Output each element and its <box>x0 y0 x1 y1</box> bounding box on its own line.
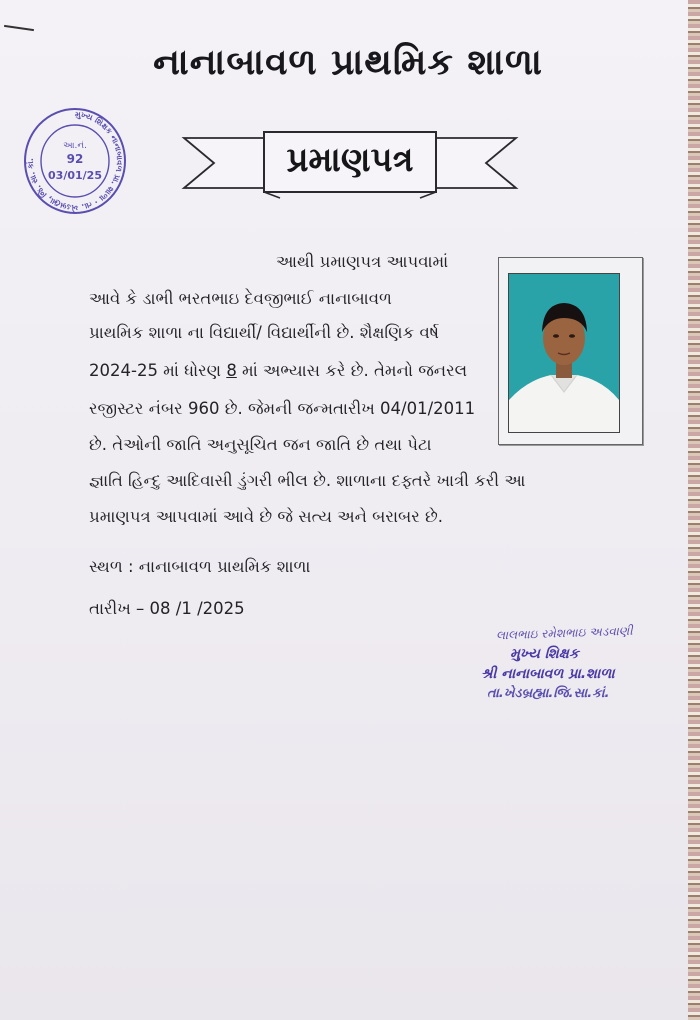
signature-taluka: તા.ખેડબ્રહ્મા.જિ.સા.કાં. <box>487 686 610 701</box>
body-line-5: રજીસ્ટર નંબર 960 છે. જેમની જન્મતારીખ 04/01/2011 <box>89 399 476 418</box>
certificate-title: પ્રમાણપત્ર <box>286 140 414 180</box>
date-line: તારીખ – 08 /1 /2025 <box>89 599 245 618</box>
body-line-4-end: માં અભ્યાસ કરે છે. તેમનો જનરલ <box>236 361 468 380</box>
stamp-label: આ.નં. <box>63 141 87 151</box>
signature-scrawl: લાલભાઇ રમેશભાઇ અડવાણી <box>495 623 633 643</box>
stamp-date: 03/01/25 <box>48 169 102 182</box>
body-line-3: પ્રાથમિક શાળા ના વિદ્યાર્થી/ વિદ્યાર્થીની છે. શૈક્ષણિક વર્ષ <box>89 323 439 342</box>
page-edge <box>688 0 700 1020</box>
place-line: સ્થળ : નાનાબાવળ પ્રાથમિક શાળા <box>89 557 311 576</box>
body-line-2: આવે કે ડાભી ભરતભાઇ દેવજીભાઈ નાનાબાવળ <box>89 289 392 308</box>
school-seal-stamp <box>22 103 128 221</box>
body-line-6: છે. તેઓની જાતિ અનુસૂચિત જન જાતિ છે તથા પેટા <box>89 435 432 454</box>
body-line-8: પ્રમાણપત્ર આપવામાં આવે છે જે સત્ય અને બરાબર છે. <box>89 507 444 526</box>
student-photo <box>508 273 620 433</box>
grade-value: 8 <box>226 361 237 380</box>
body-line-1: આથી પ્રમાણપત્ર આપવામાં <box>276 252 449 271</box>
body-line-4-start: 2024-25 માં ધોરણ <box>89 361 227 380</box>
stamp-number: 92 <box>66 152 84 166</box>
school-name-heading: નાનાબાવળ પ્રાથમિક શાળા <box>153 42 543 83</box>
body-line-4 <box>89 361 467 381</box>
body-line-7: જ્ઞાતિ હિન્દુ આદિવાસી ડુંગરી ભીલ છે. શાળાના દફ્તરે ખાત્રી કરી આ <box>89 471 526 490</box>
signature-title: મુખ્ય શિક્ષક <box>510 646 579 662</box>
student-photo-frame <box>498 257 643 445</box>
stamp-ring-text: મુખ્ય શિક્ષક નાનાબાવળ પ્રા. શાળા · તા. ખેડબ્રહ્મા, જિ. સા. કાં. <box>25 109 125 213</box>
signature-school: શ્રી નાનાબાવળ પ્રા.શાળા <box>481 666 615 682</box>
